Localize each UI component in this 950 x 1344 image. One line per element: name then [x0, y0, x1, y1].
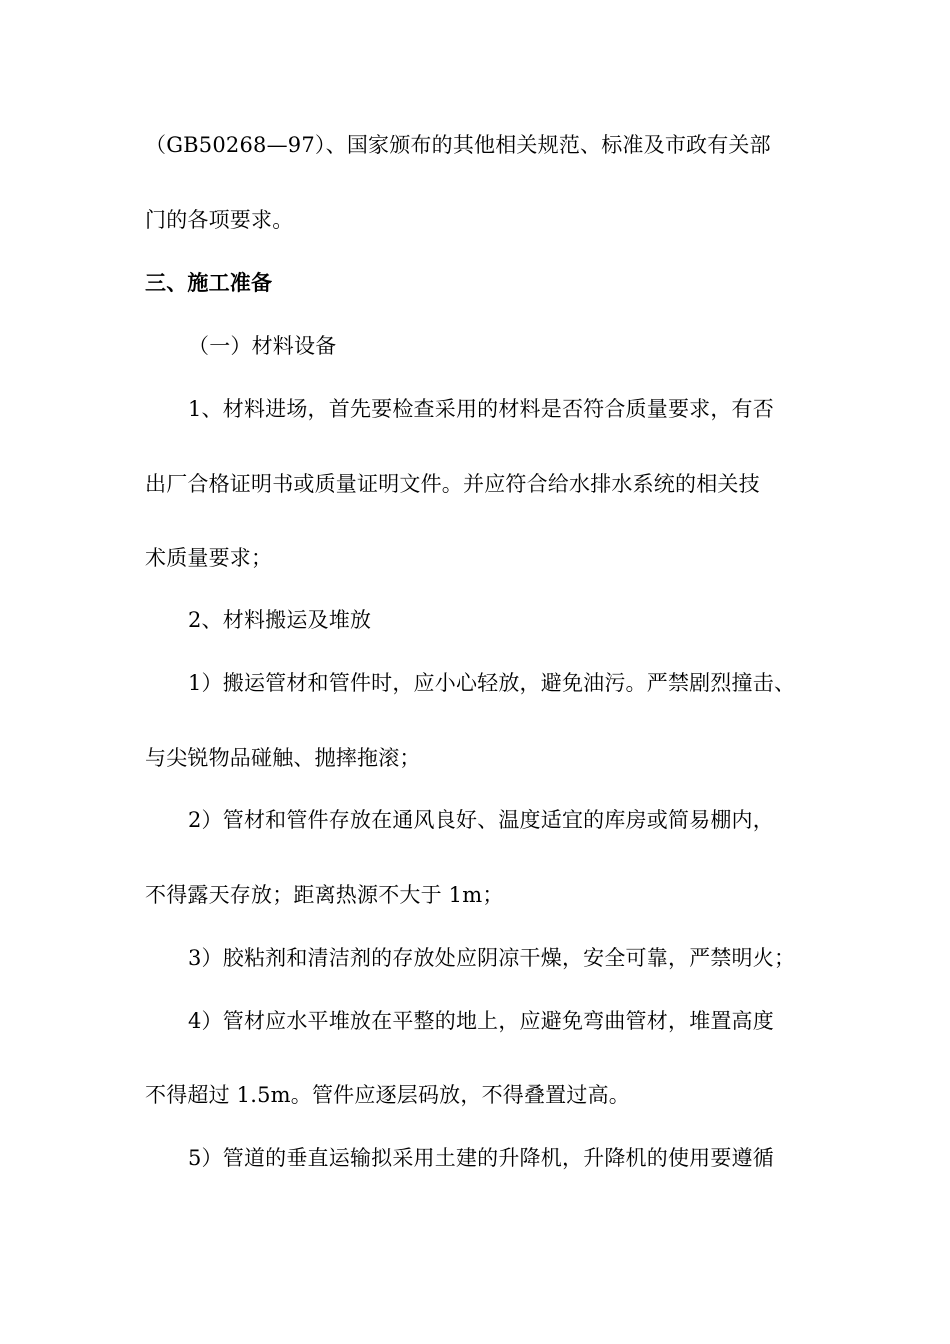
text-line: 出厂合格证明书或质量证明文件。并应符合给水排水系统的相关技 [145, 472, 760, 496]
text-line: 5）管道的垂直运输拟采用土建的升降机，升降机的使用要遵循 [188, 1146, 774, 1170]
section-heading: 三、施工准备 [145, 270, 273, 295]
text-line: 3）胶粘剂和清洁剂的存放处应阴凉干燥，安全可靠，严禁明火； [188, 946, 796, 970]
text-line: （GB50268—97）、国家颁布的其他相关规范、标准及市政有关部 [145, 133, 771, 157]
text-line: 1）搬运管材和管件时，应小心轻放，避免油污。严禁剧烈撞击、 [188, 671, 796, 695]
text-line: 1、材料进场，首先要检查采用的材料是否符合质量要求，有否 [188, 397, 774, 421]
subsection-heading: （一）材料设备 [188, 334, 337, 358]
text-line: 2）管材和管件存放在通风良好、温度适宜的库房或简易棚内， [188, 808, 774, 832]
text-line: 门的各项要求。 [145, 208, 294, 232]
text-line: 2、材料搬运及堆放 [188, 608, 372, 632]
text-line: 术质量要求； [145, 546, 273, 570]
text-line: 与尖锐物品碰触、抛摔拖滚； [145, 746, 421, 770]
text-line: 不得露天存放；距离热源不大于 1m； [145, 883, 504, 907]
text-line: 不得超过 1.5m。管件应逐层码放，不得叠置过高。 [145, 1083, 630, 1107]
text-line: 4）管材应水平堆放在平整的地上，应避免弯曲管材，堆置高度 [188, 1009, 774, 1033]
